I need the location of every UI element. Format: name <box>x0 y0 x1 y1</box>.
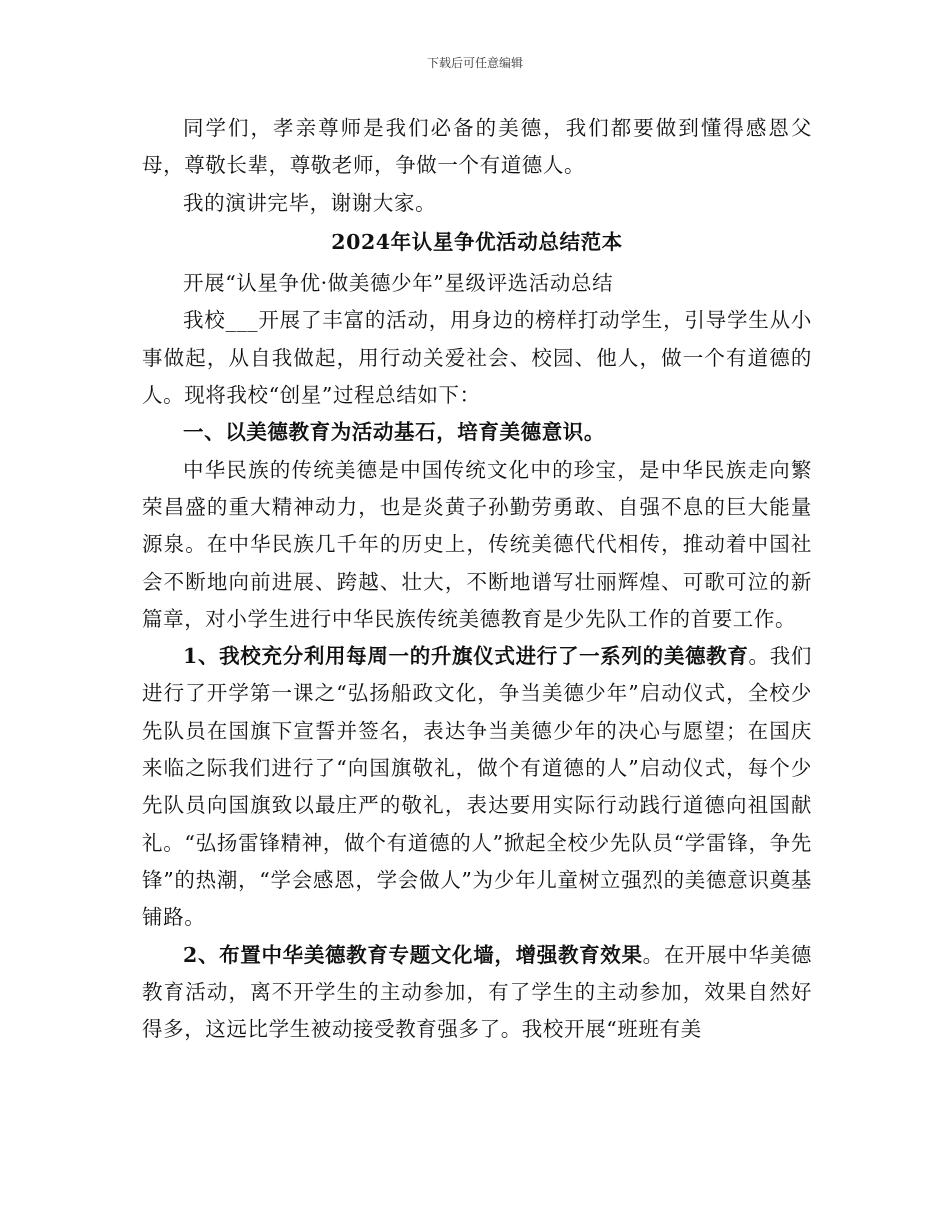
subtitle-paragraph: 开展“认星争优·做美德少年”星级评选活动总结 <box>183 271 614 296</box>
header-note: 下载后可任意编辑 <box>426 56 523 70</box>
item-1-lead: 1、我校充分利用每周一的升旗仪式进行了一系列的美德教育 <box>183 644 749 669</box>
document-title: 2024年认星争优活动总结范本 <box>331 229 623 254</box>
item-2-lead: 2、布置中华美德教育专题文化墙，增强教育效果 <box>183 942 643 967</box>
closing-paragraph: 同学们，孝亲尊师是我们必备的美德，我们都要做到懂得感恩父母，尊敬长辈，尊敬老师，争做一个有道德人。 <box>142 116 812 178</box>
item-1-body: 。我们进行了开学第一课之“弘扬船政文化，争当美德少年”启动仪式，全校少先队员在国旗下宣誓并签名，表达争当美德少年的决心与愿望；在国庆来临之际我们进行了“向国旗敬礼，做个有道德的人”启动仪式，每个少先队员向国旗致以最庄严的敬礼，表达要用实际行动践行道德向祖国献礼。“弘扬雷锋精神，做个有道德的人”掀起全校少先队员“学雷锋，争先锋”的热潮，“学会感恩，学会做人”为少年儿童树立强烈的美德意识奠基铺路。 <box>142 644 812 930</box>
speech-end-paragraph: 我的演讲完毕，谢谢大家。 <box>183 190 437 215</box>
item-2-body: 。在开展中华美德教育活动，离不开学生的主动参加，有了学生的主动参加，效果自然好得多，这远比学生被动接受教育强多了。我校开展“班班有美 <box>142 942 812 1042</box>
document-body <box>142 110 812 1048</box>
item-2-paragraph <box>142 937 812 1049</box>
item-1-paragraph <box>142 638 812 936</box>
section-1-heading: 一、以美德教育为活动基石，培育美德意识。 <box>183 420 605 445</box>
section-1-body: 中华民族的传统美德是中国传统文化中的珍宝，是中华民族走向繁荣昌盛的重大精神动力，也是炎黄子孙勤劳勇敢、自强不息的巨大能量源泉。在中华民族几千年的历史上，传统美德代代相传，推动着中国社会不断地向前进展、跨越、壮大，不断地谱写壮丽辉煌、可歌可泣的新篇章，对小学生进行中华民族传统美德教育是少先队工作的首要工作。 <box>142 457 812 631</box>
intro-paragraph: 我校___开展了丰富的活动，用身边的榜样打动学生，引导学生从小事做起，从自我做起，用行动关爱社会、校园、他人，做一个有道德的人。现将我校“创星”过程总结如下： <box>142 308 812 408</box>
